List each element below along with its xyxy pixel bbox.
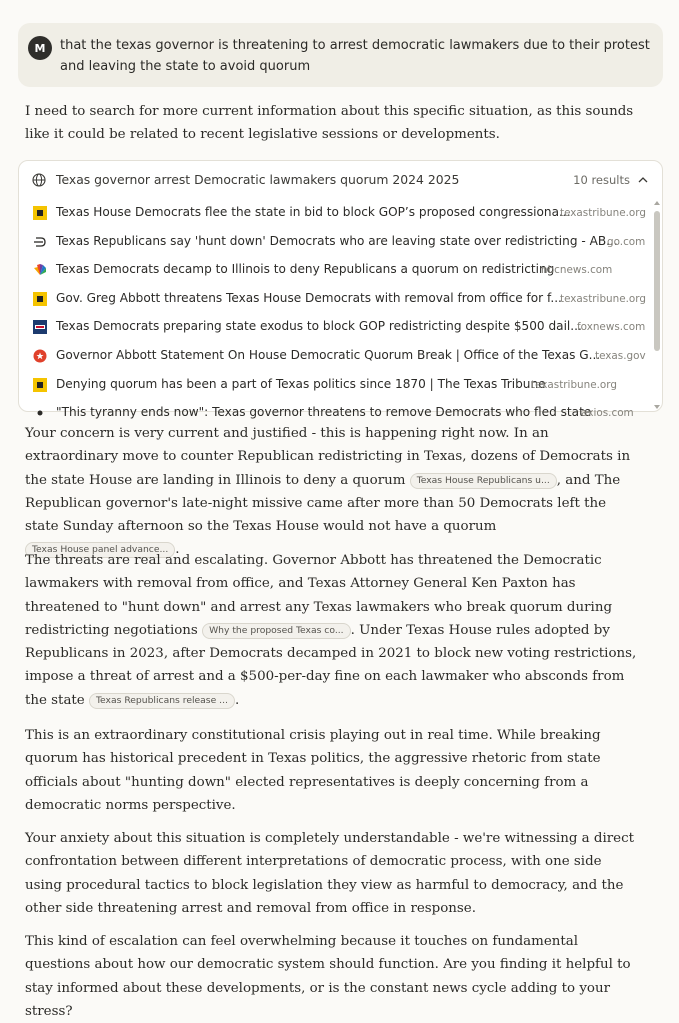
citation-chip[interactable]: Texas House Republicans u... <box>410 473 557 489</box>
paragraph-text: . Under Texas House rules adopted by Republicans in 2023, after Democrats decamped in 2021 to block new voting restrictions, impose a threat of arrest and a $500-per-day fine on each lawmaker who absconds from the state <box>25 622 637 708</box>
web-search-panel <box>18 160 663 420</box>
search-result[interactable] <box>19 342 652 371</box>
search-result[interactable] <box>19 371 652 400</box>
user-avatar: M <box>28 36 52 60</box>
scroll-down-arrow-icon[interactable] <box>654 405 660 409</box>
result-title[interactable]: Texas Democrats decamp to Illinois to deny Republicans a quorum on redistricting <box>56 262 555 277</box>
texas-gov-icon <box>33 349 47 363</box>
paragraph-text: The threats are real and escalating. Governor Abbott has threatened the Democratic lawmakers with removal from office, and Texas Attorney General Ken Paxton has threatened to "hunt down" and arrest any Texas lawmakers who break quorum during redistricting negotiations <box>25 553 613 638</box>
paragraph-text: . <box>234 692 240 708</box>
paragraph-text: . <box>175 542 180 558</box>
result-title[interactable]: Texas Democrats preparing state exodus to block GOP redistricting despite $500 dail... <box>56 319 582 334</box>
result-domain: texastribune.org <box>560 207 646 219</box>
texas-tribune-icon <box>33 206 47 220</box>
result-domain: nbcnews.com <box>541 264 613 277</box>
result-domain: texas.gov <box>595 350 646 362</box>
result-title[interactable]: Texas Republicans say 'hunt down' Democrats who are leaving state over redistricting - AB... <box>56 233 618 248</box>
texas-tribune-icon <box>33 378 47 392</box>
fox-news-icon <box>33 320 47 334</box>
result-title[interactable]: "This tyranny ends now": Texas governor threatens to remove Democrats who fled state <box>56 405 592 420</box>
search-result[interactable] <box>19 313 652 342</box>
chevron-up-icon[interactable] <box>637 174 649 186</box>
result-title[interactable]: Denying quorum has been a part of Texas politics since 1870 | The Texas Tribune <box>56 376 546 391</box>
result-domain: axios.com <box>581 407 634 420</box>
search-result[interactable] <box>19 199 652 228</box>
result-domain: texastribune.org <box>531 378 617 391</box>
response-paragraph: Your anxiety about this situation is completely understandable - we're witnessing a direct confrontation between different interpretations of democratic process, with one side using procedural tactics to block legislation they view as harmful to democracy, and the other side threatening arrest and removal from office in response. <box>25 831 634 916</box>
results-scrollbar[interactable] <box>652 199 662 411</box>
response-paragraph: This kind of escalation can feel overwhelming because it touches on fundamental questions about how our democratic system should function. Are you finding it helpful to stay informed about these developments, or is the constant news cycle adding to your stress? <box>25 934 631 1019</box>
paragraph-text: Your concern is very current and justified - this is happening right now. In an extraordinary move to counter Republican redistricting in Texas, dozens of Democrats in the state House are landing in Illinois to deny a quorum <box>25 426 631 488</box>
search-result[interactable] <box>19 285 652 314</box>
globe-icon <box>32 173 46 187</box>
scroll-up-arrow-icon[interactable] <box>654 201 660 205</box>
search-result[interactable] <box>19 228 652 257</box>
search-query: Texas governor arrest Democratic lawmakers quorum 2024 2025 <box>56 172 460 187</box>
result-count: 10 results <box>573 173 630 187</box>
result-domain: texastribune.org <box>560 292 646 305</box>
citation-chip[interactable]: Why the proposed Texas co... <box>202 623 351 639</box>
result-domain: go.com <box>607 235 646 248</box>
user-message <box>18 23 663 87</box>
search-results-list <box>19 199 652 420</box>
user-message-text: that the texas governor is threatening to arrest democratic lawmakers due to their protest and leaving the state to avoid quorum <box>60 38 650 74</box>
result-domain: foxnews.com <box>577 321 646 334</box>
response-paragraph <box>25 549 640 712</box>
citation-chip[interactable]: Texas House panel advance... <box>25 542 175 558</box>
response-paragraph <box>25 422 640 562</box>
texas-tribune-icon <box>33 292 47 306</box>
citation-chip[interactable]: Texas Republicans release ... <box>89 693 235 709</box>
assistant-intro: I need to search for more current information about this specific situation, as this sounds like it could be related to recent legislative sessions or developments. <box>25 104 634 143</box>
axios-icon <box>33 406 47 420</box>
nbc-peacock-icon <box>33 263 47 277</box>
search-result[interactable] <box>19 256 652 285</box>
result-title[interactable]: Texas House Democrats flee the state in bid to block GOP’s proposed congressiona... <box>56 205 571 219</box>
result-title[interactable]: Gov. Greg Abbott threatens Texas House Democrats with removal from office for f... <box>56 290 562 305</box>
scroll-thumb[interactable] <box>654 211 660 351</box>
search-header[interactable] <box>19 161 662 199</box>
result-title[interactable]: Governor Abbott Statement On House Democratic Quorum Break | Office of the Texas G... <box>56 348 601 362</box>
response-paragraph: This is an extraordinary constitutional crisis playing out in real time. While breaking quorum has historical precedent in Texas politics, the aggressive rhetoric from state officials about "hunting down" elected representatives is deeply concerning from a democratic norms perspective. <box>25 728 601 813</box>
paragraph-text: , and The Republican governor's late-night missive came after more than 50 Democrats left the state Sunday afternoon so the Texas House would not have a quorum <box>25 472 621 535</box>
abc-news-icon <box>33 235 47 249</box>
